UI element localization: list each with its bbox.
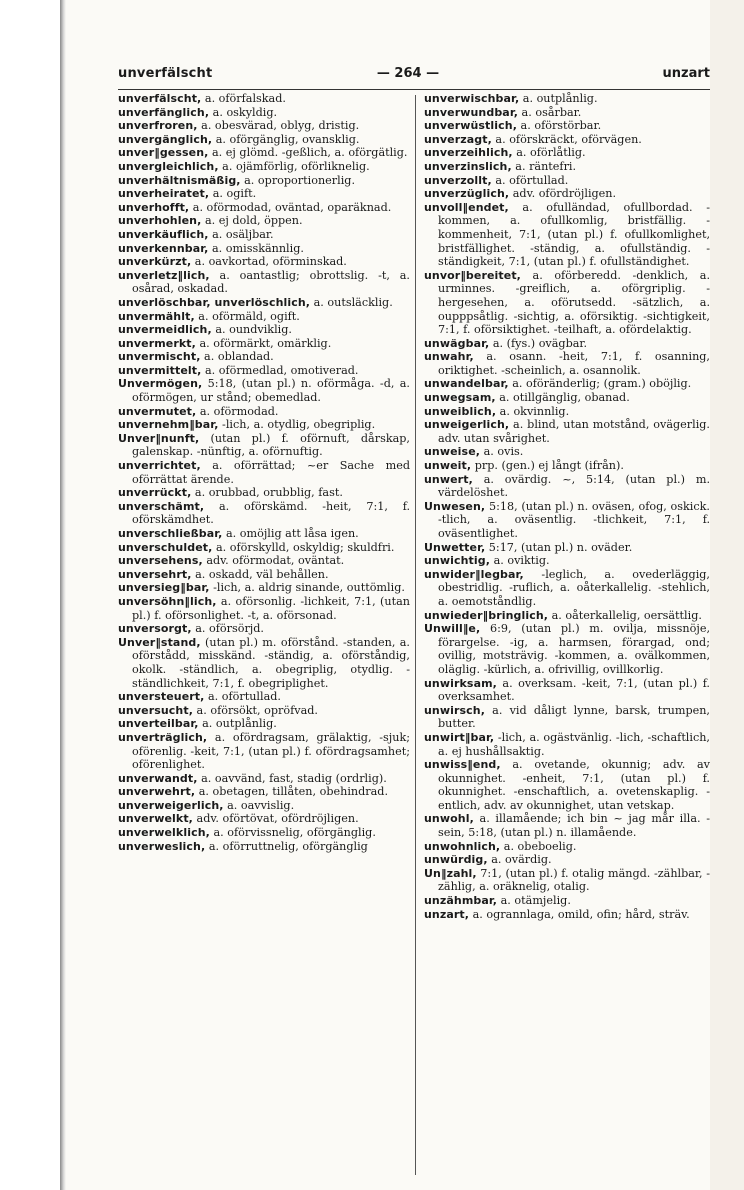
entry-definition: a. overksam. -keit, 7:1, (utan pl.) f. overksamhet. [438,676,710,704]
dictionary-entry [424,106,710,120]
dictionary-entry [118,568,410,582]
entry-headword: unwirsch, [424,703,485,717]
entry-definition: a. orubbad, orubblig, fast. [191,486,343,500]
left-column [118,92,410,853]
dictionary-entry [118,228,410,242]
dictionary-entry [424,853,710,867]
dictionary-entry [118,554,410,568]
entry-headword: Unwetter, [424,540,486,554]
entry-definition: a. ovärdig. ~, 5:14, (utan pl.) m. värdelöshet. [438,472,710,500]
entry-definition: a. oförsonlig. -lichkeit, 7:1, (utan pl.) f. oförsonlighet. -t, a. oförsonad. [132,594,410,622]
entry-headword: unverschließbar, [118,527,223,540]
entry-headword: unweise, [424,445,481,459]
entry-headword: unversehens, [118,554,203,568]
entry-headword: unvermählt, [118,309,195,323]
entry-definition: a. oförlåtlig. [512,146,586,160]
entry-definition: prp. (gen.) ej långt (ifrån). [471,459,624,473]
entry-headword: unversehrt, [118,567,192,581]
entry-headword: unwahr, [424,350,474,364]
dictionary-entry [118,119,410,133]
dictionary-entry [118,269,410,296]
dictionary-entry [118,255,410,269]
dictionary-entry [424,500,710,541]
dictionary-entry [118,581,410,595]
dictionary-entry [118,541,410,555]
entry-definition: -leglich, a. ovederläggig, obestridlig. -ruflich, a. oåterkallelig. -stehlich, a. oemotståndlig. [438,567,710,608]
dictionary-entry [424,119,710,133]
entry-definition: (utan pl.) f. oförnuft, dårskap, galenskap. -nünftig, a. oförnuftig. [132,431,410,459]
entry-headword: unverzollt, [424,173,492,187]
dictionary-entry [424,758,710,812]
entry-headword: unverrichtet, [118,459,201,473]
entry-headword: unvoll‖endet, [424,200,509,214]
entry-headword: unverhältnismäßig, [118,173,241,187]
entry-headword: unver‖gessen, [118,146,209,160]
dictionary-entry [118,799,410,813]
gutter-shadow [60,0,66,1190]
entry-definition: a. oförfalskad. [201,92,286,105]
entry-headword: unwiss‖end, [424,758,501,772]
entry-definition: a. otämjelig. [497,894,571,908]
entry-headword: unwürdig, [424,853,488,867]
entry-definition: a. oförmäld, ogift. [194,309,300,323]
entry-headword: Unver‖nunft, [118,431,200,445]
entry-definition: 5:18, (utan pl.) n. oväsen, ofog, oskick. -tlich, a. oväsentlig. -tlichkeit, 7:1, f. oväsentlighet. [438,499,710,540]
entry-definition: -lich, a. ogästvänlig. -lich, -schaftlich, a. ej hushållsaktig. [438,730,710,758]
page-number: — 264 — [376,66,440,81]
dictionary-entry [118,160,410,174]
entry-definition: adv. oförmodat, oväntat. [202,554,345,568]
entry-definition: a. oförrättad; ~er Sache med oförrättat ärende. [132,459,410,486]
entry-headword: unverkäuflich, [118,227,209,241]
entry-definition: a. oåterkallelig, oersättlig. [548,608,702,622]
entry-headword: unvergänglich, [118,132,213,146]
entry-headword: unverwischbar, [424,92,520,105]
entry-definition: a. oförruttnelig, oförgänglig [205,839,368,853]
dictionary-entry [424,146,710,160]
entry-headword: unzart, [424,907,470,921]
entry-definition: a. ej glömd. -geßlich, a. oförgätlig. [208,146,408,160]
entry-headword: unverzeihlich, [424,146,513,160]
dictionary-entry [118,840,410,854]
dictionary-entry [118,785,410,799]
dictionary-entry [424,554,710,568]
entry-definition: a. blind, utan motstånd, ovägerlig. adv. utan svårighet. [438,418,710,445]
dictionary-entry [118,636,410,690]
dictionary-entry [424,704,710,731]
entry-headword: unverlöschbar, unverlöschlich, [118,295,311,309]
entry-headword: unwohnlich, [424,839,501,853]
entry-headword: unvermutet, [118,404,197,418]
entry-headword: Unver‖stand, [118,635,201,649]
dictionary-entry [424,418,710,445]
entry-definition: a. obesvärad, oblyg, dristig. [197,119,360,133]
entry-headword: unweit, [424,459,472,473]
entry-headword: unversucht, [118,703,193,717]
entry-headword: unwert, [424,472,473,486]
dictionary-entry [424,160,710,174]
entry-definition: a. oförsökt, opröfvad. [193,703,318,717]
entry-headword: unverfälscht, [118,92,202,105]
entry-definition: a. obetagen, tillåten, obehindrad. [195,785,388,799]
entry-definition: a. oavvänd, fast, stadig (ordrlig). [197,771,387,785]
binding-margin [0,0,60,1190]
entry-headword: unvermerkt, [118,336,196,350]
entry-definition: a. ovärdig. [487,853,552,867]
dictionary-entry [424,894,710,908]
entry-definition: a. omöjlig att låsa igen. [222,527,359,540]
dictionary-entry [424,867,710,894]
dictionary-entry [424,337,710,351]
entry-headword: unverhofft, [118,200,190,214]
dictionary-entry [424,133,710,147]
entry-headword: unverteilbar, [118,717,199,731]
entry-definition: a. oviktig. [490,554,550,568]
dictionary-entry [424,812,710,839]
dictionary-entry [118,146,410,160]
entry-definition: a. oavkortad, oförminskad. [191,255,347,269]
entry-headword: unzähmbar, [424,894,498,908]
dictionary-entry [424,541,710,555]
entry-headword: unverkennbar, [118,241,209,255]
entry-headword: Un‖zahl, [424,866,477,880]
entry-definition: a. outplånlig. [519,92,598,105]
dictionary-entry [118,201,410,215]
dictionary-entry [424,269,710,337]
dictionary-entry [118,772,410,786]
right-column [424,92,710,921]
entry-headword: unversieg‖bar, [118,581,210,595]
entry-headword: unwirt‖bar, [424,730,495,744]
dictionary-entry [424,459,710,473]
dictionary-entry [118,323,410,337]
entry-definition: 6:9, (utan pl.) m. ovilja, missnöje, förargelse. -ig, a. harmsen, förargad, ond; ovillig, motsträvig. -kommen, a. ovälkommen, oläglig. -kürlich, a. ofrivillig, ovillkorlig. [438,622,710,676]
entry-headword: unverletz‖lich, [118,268,210,282]
dictionary-entry [424,445,710,459]
dictionary-entry [118,418,410,432]
entry-headword: unwandelbar, [424,377,509,391]
entry-headword: unverweigerlich, [118,798,224,812]
entry-definition: 7:1, (utan pl.) f. otalig mängd. -zählbar, -zählig, a. oräknelig, otalig. [438,866,710,894]
dictionary-entry [118,133,410,147]
entry-definition: a. illamående; ich bin ~ jag mår illa. -sein, 5:18, (utan pl.) n. illamående. [438,812,710,840]
entry-definition: a. ovis. [480,445,524,459]
entry-definition: a. oskadd, väl behållen. [191,567,329,581]
entry-definition: a. ojämförlig, oförliknelig. [218,159,370,173]
entry-definition: a. outplånlig. [198,717,277,731]
dictionary-entry [118,377,410,404]
dictionary-entry [118,486,410,500]
dictionary-entry [118,350,410,364]
entry-definition: 5:18, (utan pl.) n. oförmåga. -d, a. oförmögen, ur stånd; obemedlad. [132,377,410,405]
entry-headword: unvor‖bereitet, [424,268,521,282]
dictionary-entry [424,568,710,609]
entry-definition: a. oförmärkt, omärklig. [195,336,332,350]
entry-definition: a. ogift. [209,187,257,201]
column-divider [415,95,416,1175]
entry-definition: a. räntefri. [511,159,577,173]
entry-definition: a. osårbar. [518,105,582,119]
dictionary-entry [424,473,710,500]
entry-headword: unwieder‖bringlich, [424,608,549,622]
entry-definition: a. ofördragsam, grälaktig, -sjuk; oförenlig. -keit, 7:1, (utan pl.) f. ofördragsamhet; oförenlighet. [132,730,410,772]
entry-definition: a. ogrannlaga, omild, ofin; hård, sträv. [469,907,690,921]
entry-headword: unverfänglich, [118,105,210,119]
entry-definition: a. oförtullad. [204,690,281,704]
dictionary-entry [118,731,410,772]
entry-headword: unwirksam, [424,676,497,690]
entry-headword: unverhohlen, [118,214,202,228]
entry-definition: a. obeboelig. [500,839,577,853]
entry-definition: a. oförvissnelig, oförgänglig. [209,826,376,840]
entry-definition: a. oförskräckt, oförvägen. [491,132,642,146]
entry-headword: unverzüglich, [424,187,510,201]
entry-headword: unverwelkt, [118,812,193,826]
entry-definition: a. oförmodad. [196,404,279,418]
dictionary-entry [118,459,410,486]
entry-definition: a. ovetande, okunnig; adv. av okunnighet. -enheit, 7:1, (utan pl.) f. okunnighet. -enschaftlich, a. ovetenskaplig. -entlich, adv. av okunnighet, utan vetskap. [438,758,710,812]
entry-definition: a. (fys.) ovägbar. [489,336,588,350]
dictionary-entry [118,187,410,201]
entry-headword: Unwesen, [424,499,486,513]
entry-headword: unwägbar, [424,336,490,350]
entry-definition: (utan pl.) m. oförstånd. -standen, a. oförstådd, misskänd. -ständig, a. oförståndig, okolk. -ständlich, a. obegriplig, otydlig. -ständlichkeit, 7:1, f. obegriplighet. [132,635,410,690]
dictionary-entry [118,296,410,310]
entry-headword: unvergleichlich, [118,159,219,173]
entry-headword: unweigerlich, [424,418,510,432]
dictionary-entry [424,377,710,391]
entry-definition: a. oföränderlig; (gram.) oböjlig. [508,377,692,391]
entry-headword: unverwundbar, [424,105,518,119]
entry-definition: a. oförmedlad, omotiverad. [201,363,359,377]
entry-headword: unversöhn‖lich, [118,594,217,608]
entry-definition: adv. oförtövat, ofördröjligen. [192,812,359,826]
dictionary-entry [424,201,710,269]
dictionary-entry [118,500,410,527]
entry-headword: unverzinslich, [424,159,512,173]
entry-headword: unverkürzt, [118,255,192,269]
dictionary-entry [424,622,710,676]
dictionary-entry [424,840,710,854]
dictionary-entry [118,92,410,106]
dictionary-entry [424,174,710,188]
entry-definition: a. osäljbar. [208,227,274,241]
header-first-word: unverfälscht [118,66,213,81]
header-rule [118,89,710,90]
entry-headword: unversteuert, [118,690,205,704]
entry-definition: adv. ofördröjligen. [509,187,617,201]
entry-headword: unvermeidlich, [118,323,212,337]
entry-definition: -lich, a. aldrig sinande, outtömlig. [209,581,405,595]
dictionary-entry [424,350,710,377]
dictionary-entry [118,690,410,704]
entry-headword: unwohl, [424,812,474,826]
entry-headword: unverzagt, [424,132,492,146]
entry-definition: a. oundviklig. [211,323,292,337]
entry-headword: unvermischt, [118,350,201,364]
entry-definition: a. ej dold, öppen. [201,214,303,228]
dictionary-entry [118,826,410,840]
entry-definition: a. oförtullad. [491,173,569,187]
entry-definition: a. oförberedd. -denklich, a. urminnes. -greiflich, a. oförgriplig. -hergesehen, a. oförutsedd. -sätzlich, a. oupppsåtlig. -sichtig, a. oförsiktig. -sichtigkeit, 7:1, f. oförsiktighet. -teilhaft, a. ofördelaktig. [438,268,710,337]
dictionary-entry [118,704,410,718]
entry-headword: unverfroren, [118,119,198,133]
entry-headword: unverträglich, [118,730,208,744]
dictionary-entry [118,364,410,378]
dictionary-entry [424,391,710,405]
dictionary-entry [118,337,410,351]
dictionary-entry [118,622,410,636]
entry-definition: a. vid dåligt lynne, barsk, trumpen, butter. [438,703,710,731]
dictionary-entry [424,405,710,419]
entry-headword: unverschämt, [118,499,205,513]
entry-headword: unverrückt, [118,486,192,500]
entry-headword: unverwelklich, [118,826,210,840]
dictionary-entry [424,677,710,704]
entry-definition: a. omisskännlig. [208,241,304,255]
entry-definition: a. oförstörbar. [517,119,602,133]
entry-definition: a. oförgänglig, ovansklig. [212,132,360,146]
dictionary-entry [118,214,410,228]
dictionary-entry [118,527,410,541]
entry-headword: unverheiratet, [118,187,210,201]
dictionary-entry [118,595,410,622]
dictionary-entry [118,812,410,826]
dictionary-entry [118,242,410,256]
entry-definition: 5:17, (utan pl.) n. oväder. [485,540,633,554]
entry-definition: a. outsläcklig. [310,295,393,309]
entry-definition: a. oantastlig; obrottslig. -t, a. osårad, oskadad. [132,268,410,296]
dictionary-entry [424,92,710,106]
entry-definition: a. oproportionerlig. [240,173,355,187]
entry-definition: a. ofulländad, ofullbordad. -kommen, a. ofullkomlig, bristfällig. -kommenheit, 7:1, (utan pl.) f. ofullkomlighet, bristfällighet. -ständig, a. ofullständig. -ständigkeit, 7:1, (utan pl.) f. ofullständighet. [438,200,710,269]
entry-definition: a. oförmodad, oväntad, oparäknad. [189,200,392,214]
dictionary-entry [118,106,410,120]
entry-headword: unverwandt, [118,771,198,785]
entry-headword: unverwüstlich, [424,119,517,133]
entry-definition: a. oskyldig. [209,105,278,119]
entry-headword: unverweslich, [118,839,206,853]
entry-definition: a. oförskämd. -heit, 7:1, f. oförskämdhet. [132,499,410,527]
dictionary-entry [424,609,710,623]
entry-headword: unverschuldet, [118,540,213,554]
entry-definition: a. oavvislig. [223,798,295,812]
header-last-word: unzart [662,66,710,81]
dictionary-entry [118,432,410,459]
dictionary-entry [118,717,410,731]
entry-headword: Unvermögen, [118,377,203,391]
entry-definition: a. oförskylld, oskyldig; skuldfri. [212,540,395,554]
entry-definition: a. okvinnlig. [496,404,570,418]
dictionary-entry [424,908,710,922]
dictionary-entry [118,174,410,188]
entry-headword: unwegsam, [424,391,496,405]
entry-headword: unwider‖legbar, [424,567,524,581]
entry-headword: unvernehm‖bar, [118,418,219,432]
running-header [118,66,710,88]
entry-definition: -lich, a. otydlig, obegriplig. [218,418,376,432]
dictionary-entry [118,405,410,419]
entry-headword: unwichtig, [424,554,491,568]
entry-headword: unvermittelt, [118,363,202,377]
dictionary-entry [424,187,710,201]
dictionary-entry [118,310,410,324]
entry-definition: a. otillgänglig, obanad. [495,391,630,405]
entry-definition: a. oblandad. [200,350,274,364]
entry-headword: unverwehrt, [118,785,196,799]
dictionary-entry [424,731,710,758]
entry-definition: a. osann. -heit, 7:1, f. osanning, oriktighet. -scheinlich, a. osannolik. [438,350,710,377]
entry-definition: a. oförsörjd. [191,622,264,636]
entry-headword: unweiblich, [424,404,497,418]
entry-headword: Unwill‖e, [424,622,481,636]
entry-headword: unversorgt, [118,622,192,636]
